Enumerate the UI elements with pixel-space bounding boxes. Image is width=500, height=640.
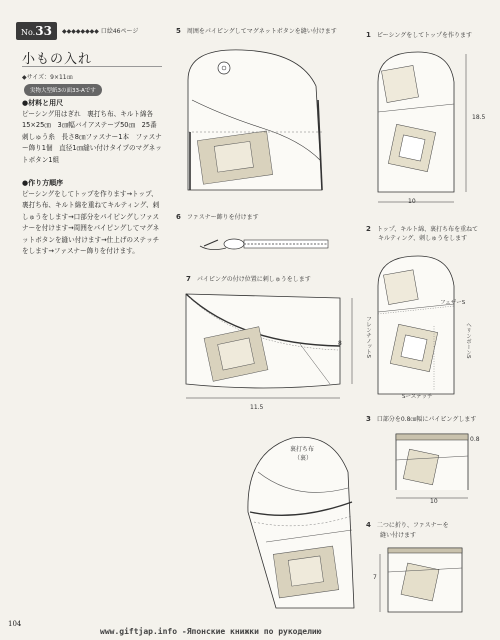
watermark-site: www.giftjap.info -Японские книжки по рукоделию [100,627,322,636]
page-number: 104 [8,620,22,628]
page-title: 小もの入れ [22,52,93,67]
step-2-caption-line2: キルティング、刺しゅうをします [378,235,468,242]
lining-sub-label: （裏） [294,455,313,462]
step-6-caption: 6 ファスナー飾りを付けます [176,213,259,221]
step-1-diagram [370,42,490,202]
step-7-height-dim: 8 [338,340,342,347]
step-1-height-dim: 18.5 [472,114,486,121]
materials-text: ピーシング用はぎれ 裏打ち布、キルト綿各15×25㎝ 3㎝幅バイアステープ50㎝ 25番刺しゅう糸 長さ8㎝ファスナー1本 ファスナー飾り1個 直径1㎝縫い付けタイプのマグネットボタン1組 [22,110,162,164]
step-3-piping-dim: 0.8 [470,436,480,443]
herringbone-stitch-label: ヘリンボーンS [465,322,471,359]
step-4-caption-line2: 縫い付けます [380,532,417,539]
method-heading: ●作り方順序 [22,179,64,187]
project-number-badge: No.33 [16,22,57,40]
step-7-diagram [180,284,360,404]
step-3-width-dim: 10 [430,498,438,505]
step-3-caption: 3 口部分を0.8㎝幅にパイピングします [366,415,477,423]
pattern-badge: 実物大型紙3の面33-Aです [24,84,102,96]
title-divider [22,66,162,67]
size-label: ◆サイズ：9×11㎝ [22,74,73,81]
step-7-caption: 7 パイピングの付け位置に刺しゅうをします [186,275,311,283]
step-4-caption: 4 二つに折り、ファスナーを [366,521,449,529]
step-2-caption: 2 トップ、キルト綿、裏打ち布を重ねて [366,225,479,233]
s-stitch-label: Sーステッチ [402,394,433,400]
french-knot-label: フレンチノットS [365,316,371,358]
lining-label: 裏打ち布 [290,446,315,453]
method-text: ピーシングをしてトップを作ります→トップ、裏打ち布、キルト綿を重ねてキルティング、刺しゅうをします→口部分をパイピングしファスナーを付けます→周囲をパイピングしてマグネットボタンを縫い付けます→仕上げのステッチをします→ファスナー飾りを付けます。 [22,190,160,256]
step-6-zipper-diagram [196,222,336,262]
step-4-diagram [380,542,490,622]
step-5-diagram [182,40,332,200]
step-4-height-dim: 7 [373,574,377,581]
feather-stitch-label: フェザーS [440,300,466,306]
step-7-width-dim: 11.5 [250,404,264,411]
photo-page-reference: ◆◆◆◆◆◆◆◆ 口絵46ページ [62,28,139,35]
step-5-caption: 5 周囲をパイピングしてマグネットボタンを縫い付けます [176,27,337,35]
materials-heading: ●材料と用尺 [22,99,64,107]
step-1-caption: 1 ピーシングをしてトップを作ります [366,31,472,39]
step-1-width-dim: 10 [408,198,416,205]
